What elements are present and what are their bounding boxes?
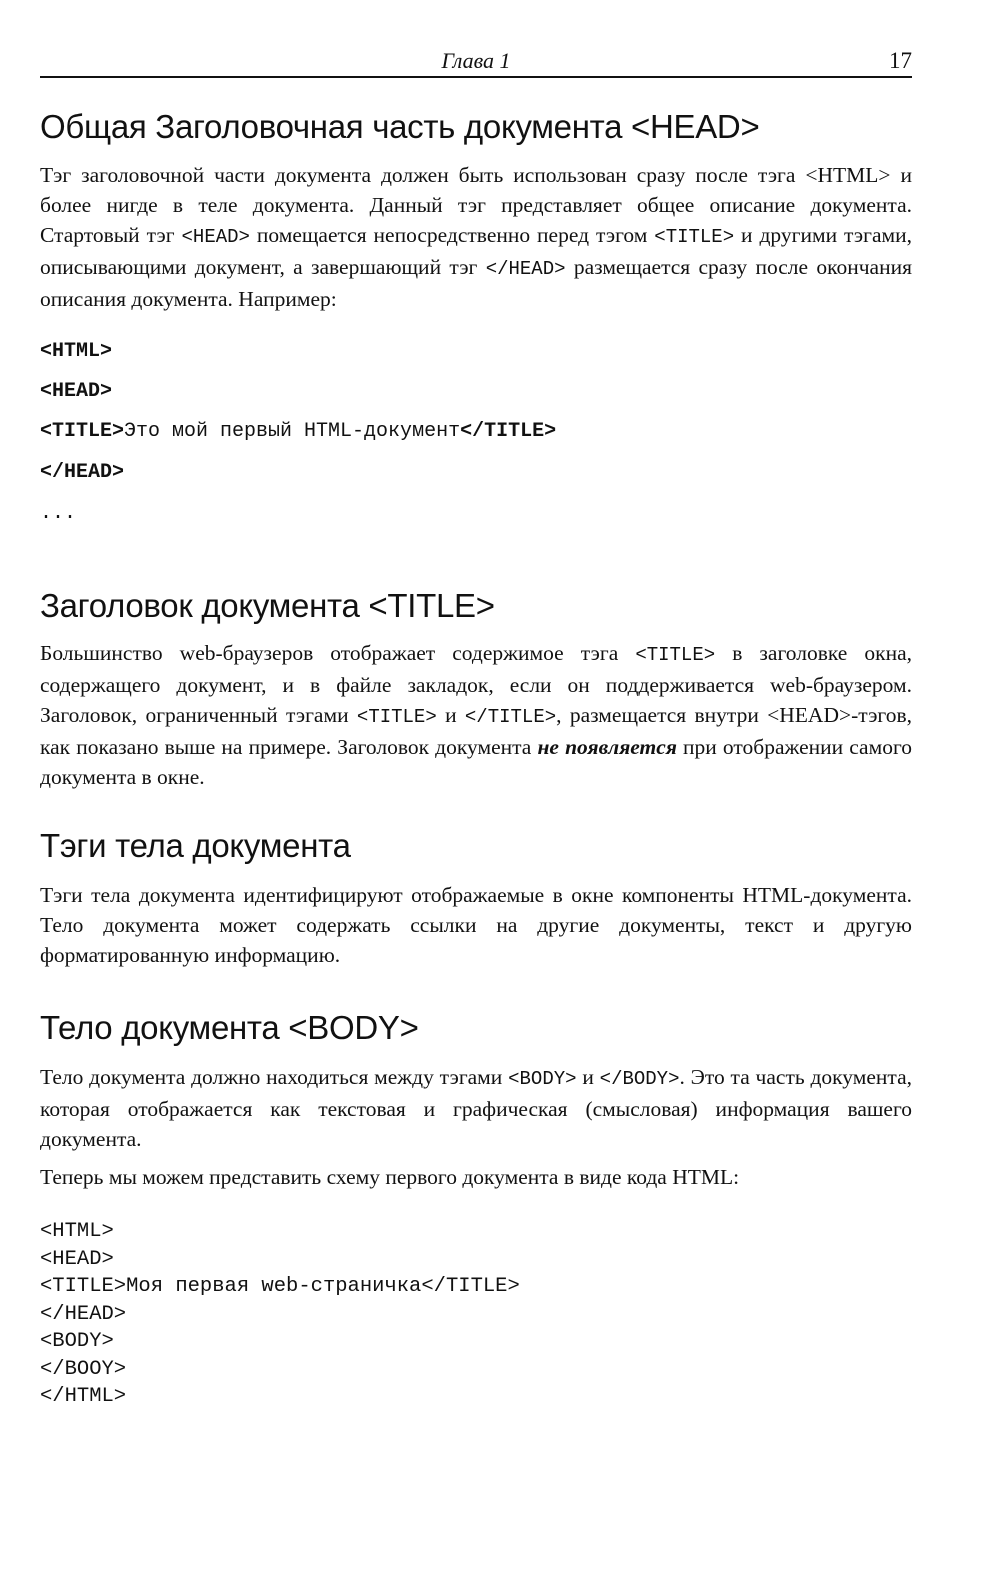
code-line: <HEAD> xyxy=(40,1247,114,1271)
code-line: </BOOY> xyxy=(40,1357,127,1381)
paragraph-head: Тэг заголовочной части документа должен быть использован сразу после тэга <HTML> и более нигде в теле документа. Данный тэг представляет общее описание документа. Стартовый тэг <HEAD> помещается непосредственно перед тэгом <TITLE> и другими тэгами, описывающими документ, а завершающий тэг </HEAD> размещается сразу после окончания описания документа. Например: xyxy=(40,163,913,311)
code-line: <HEAD> xyxy=(40,380,113,403)
page-number: 17 xyxy=(889,48,912,73)
paragraph-schema: Теперь мы можем представить схему первого документа в виде кода HTML: xyxy=(40,1165,740,1189)
code-line: </HTML> xyxy=(40,1385,127,1408)
section-title-body-tags: Тэги тела документа xyxy=(40,827,351,864)
code-line: </HEAD> xyxy=(40,461,125,484)
paragraph-body-tags: Тэги тела документа идентифицируют отображаемые в окне компоненты HTML-документа. Тело документа может содержать ссылки на другие документы, текст и другую форматированную информацию. xyxy=(40,883,912,967)
code-line: <BODY> xyxy=(40,1330,114,1353)
code-line: <HTML> xyxy=(40,1220,114,1243)
code-line: </HEAD> xyxy=(40,1302,127,1326)
section-title-title: Заголовок документа <TITLE> xyxy=(40,587,495,624)
chapter-label: Глава 1 xyxy=(441,48,511,73)
code-line: <TITLE>Моя первая web-страничка</TITLE> xyxy=(40,1275,520,1298)
section-title-head: Общая Заголовочная часть документа <HEAD> xyxy=(40,108,760,145)
code-line: <HTML> xyxy=(40,340,113,363)
code-line: ... xyxy=(40,502,77,525)
section-title-body: Тело документа <BODY> xyxy=(40,1009,419,1046)
code-block xyxy=(40,1218,520,1411)
running-header xyxy=(40,46,912,78)
paragraph-title: Большинство web-браузеров отображает содержимое тэга <TITLE> в заголовке окна, содержащего документ, и в файле закладок, если он поддерживается web-браузером. Заголовок, ограниченный тэгами <TITLE> и </TITLE>, размещается внутри <HEAD>-тэгов, как показано выше на примере. Заголовок документа не появляется при отображении самого документа в окне. xyxy=(40,641,912,789)
paragraph-body: Тело документа должно находиться между тэгами <BODY> и </BODY>. Это та часть документа, которая отображается как текстовая и графическая (смысловая) информация вашего документа. xyxy=(40,1065,912,1151)
code-line: <TITLE>Это мой первый HTML-документ</TITLE> xyxy=(40,420,557,443)
